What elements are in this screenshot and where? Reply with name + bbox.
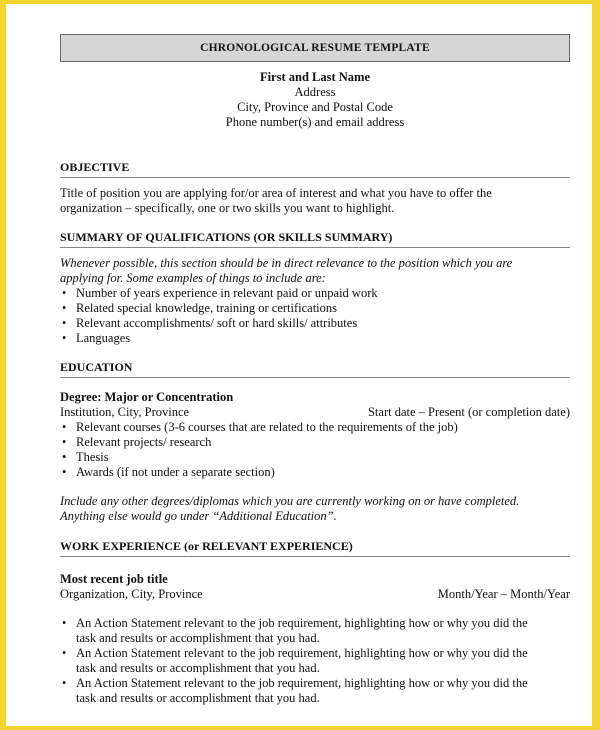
contact-city: City, Province and Postal Code	[237, 100, 393, 114]
work-list	[60, 616, 570, 706]
objective-text	[60, 186, 570, 216]
document-page	[6, 4, 592, 726]
list-item: • Number of years experience in relevant paid or unpaid work	[60, 286, 570, 301]
objective-line: Title of position you are applying for/or area of interest and what you have to offer the	[60, 186, 492, 200]
contact-block	[60, 70, 570, 130]
education-note-line: Anything else would go under “Additional Education”.	[60, 509, 337, 523]
list-item: • Relevant accomplishments/ soft or hard skills/ attributes	[60, 316, 570, 331]
summary-heading: SUMMARY OF QUALIFICATIONS (OR SKILLS SUMMARY)	[60, 230, 570, 248]
education-heading: EDUCATION	[60, 360, 570, 378]
work-dates: Month/Year – Month/Year	[437, 587, 570, 601]
list-item: • Related special knowledge, training or certifications	[60, 301, 570, 316]
summary-list	[60, 286, 570, 346]
education-institution-row	[60, 405, 570, 420]
work-item-line: task and results or accomplishment that you had.	[76, 661, 320, 675]
list-item	[60, 616, 570, 646]
contact-phone-email: Phone number(s) and email address	[225, 115, 405, 129]
list-item: • Thesis	[60, 450, 570, 465]
work-organization-row	[60, 587, 570, 602]
document-title: CHRONOLOGICAL RESUME TEMPLATE	[60, 34, 570, 62]
summary-intro	[60, 256, 570, 286]
list-item	[60, 646, 570, 676]
work-item-line: • An Action Statement relevant to the job requirement, highlighting how or why you did the	[76, 676, 528, 690]
contact-name: First and Last Name	[259, 70, 371, 84]
work-item-line: • An Action Statement relevant to the job requirement, highlighting how or why you did the	[76, 646, 528, 660]
list-item	[60, 676, 570, 706]
education-note-line: Include any other degrees/diplomas which you are currently working on or have completed.	[60, 494, 520, 508]
objective-line: organization – specifically, one or two skills you want to highlight.	[60, 201, 395, 215]
education-list	[60, 420, 570, 480]
resume-content	[60, 34, 570, 706]
work-organization: Organization, City, Province	[60, 587, 203, 601]
work-job-title: Most recent job title	[60, 572, 168, 586]
work-item-line: task and results or accomplishment that you had.	[76, 631, 320, 645]
objective-heading: OBJECTIVE	[60, 160, 570, 178]
work-item-line: • An Action Statement relevant to the job requirement, highlighting how or why you did the	[76, 616, 528, 630]
summary-intro-line: applying for. Some examples of things to include are:	[60, 271, 326, 285]
list-item: • Relevant projects/ research	[60, 435, 570, 450]
work-heading: WORK EXPERIENCE (or RELEVANT EXPERIENCE)	[60, 539, 570, 557]
list-item: • Awards (if not under a separate section)	[60, 465, 570, 480]
list-item: • Relevant courses (3-6 courses that are related to the requirements of the job)	[60, 420, 570, 435]
education-degree: Degree: Major or Concentration	[60, 390, 234, 404]
summary-intro-line: Whenever possible, this section should be in direct relevance to the position which you are	[60, 256, 513, 270]
education-institution: Institution, City, Province	[60, 405, 190, 419]
education-dates: Start date – Present (or completion date)	[367, 405, 570, 419]
work-item-line: task and results or accomplishment that you had.	[76, 691, 320, 705]
contact-address: Address	[294, 85, 336, 99]
list-item: • Languages	[60, 331, 570, 346]
education-note	[60, 494, 570, 524]
